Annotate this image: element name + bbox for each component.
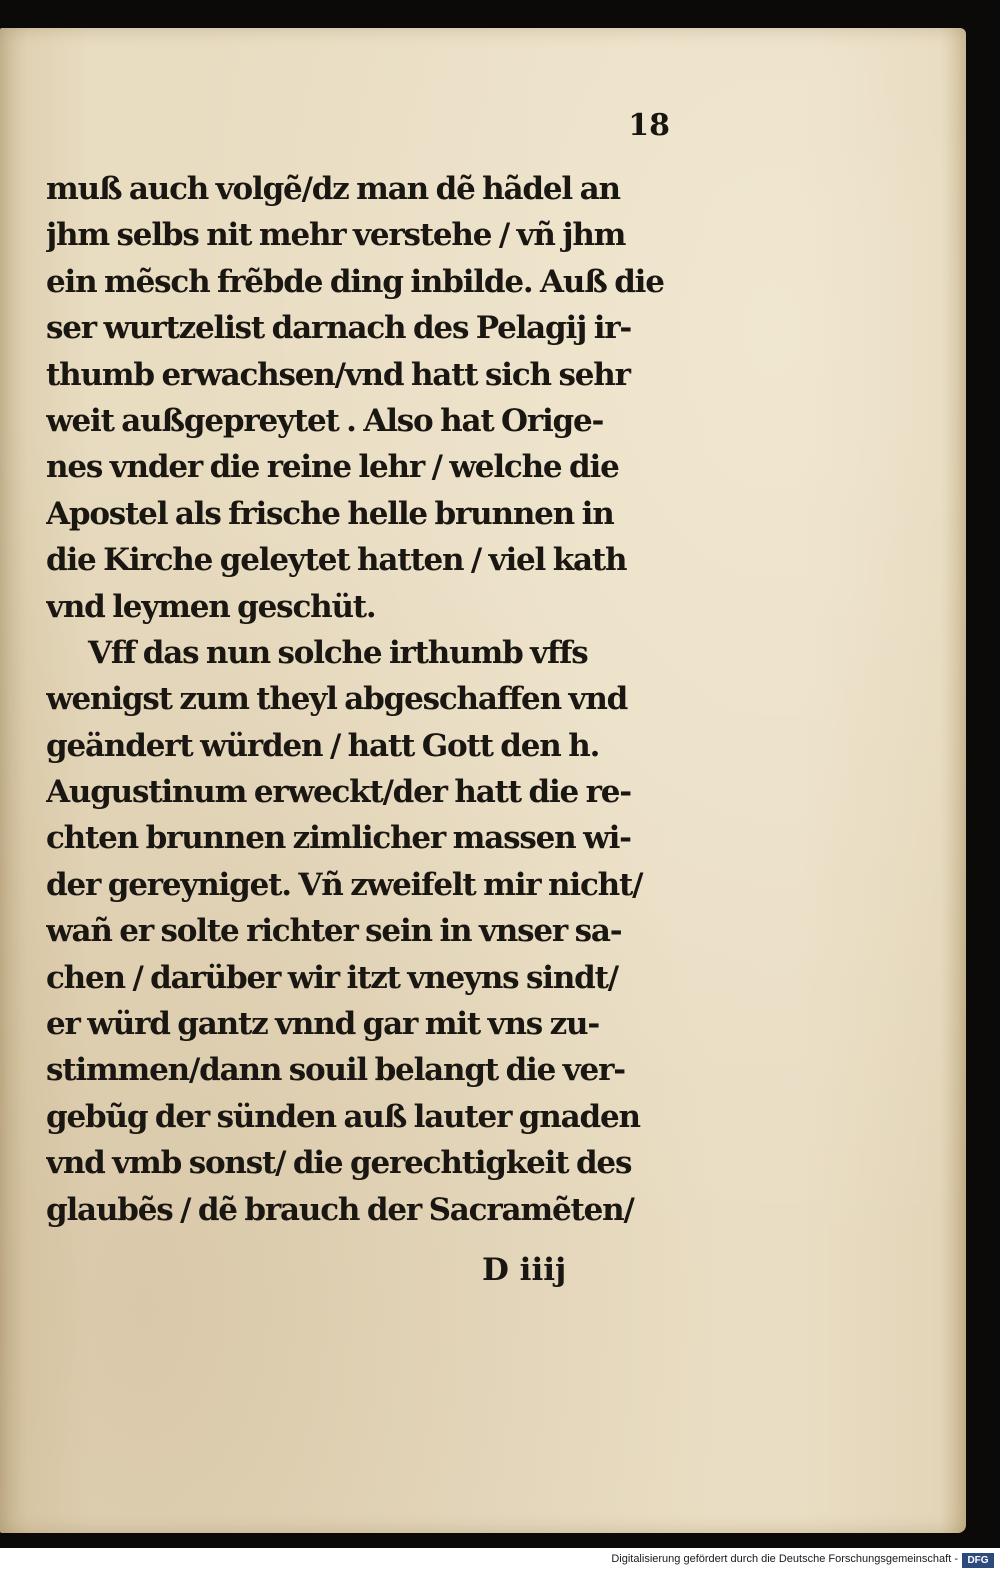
text-line: vnd vmb sonst/ die gerechtigkeit des: [46, 1145, 632, 1182]
signature-mark: D iiij: [482, 1252, 567, 1288]
text-line: ein mẽsch frẽbde ding inbilde. Auß die: [46, 263, 664, 300]
text-line: Vff das nun solche irthumb vffs: [88, 634, 588, 671]
text-line: die Kirche geleytet hatten / viel kath: [46, 542, 627, 579]
text-line: Augustinum erweckt/der hatt die re-: [46, 774, 631, 811]
dfg-logo-icon: DFG: [962, 1553, 994, 1568]
text-line: stimmen/dann souil belangt die ver-: [46, 1052, 625, 1089]
text-line: chen / darüber wir itzt vneyns sindt/: [46, 959, 618, 996]
text-line: chten brunnen zimlicher massen wi-: [46, 820, 631, 857]
text-line: glaubẽs / dẽ brauch der Sacramẽten/: [46, 1191, 634, 1228]
text-line: er würd gantz vnnd gar mit vns zu-: [46, 1006, 600, 1043]
text-line: jhm selbs nit mehr verstehe / vñ jhm: [46, 217, 626, 254]
footer-bar: [0, 1548, 1000, 1573]
text-line: wenigst zum theyl abgeschaffen vnd: [46, 681, 628, 718]
text-line: nes vnder die reine lehr / welche die: [46, 449, 619, 486]
text-line: thumb erwachsen/vnd hatt sich sehr: [46, 356, 630, 393]
book-page: [0, 28, 966, 1533]
text-line: der gereyniget. Vñ zweifelt mir nicht/: [46, 866, 643, 903]
text-line: ser wurtzelist darnach des Pelagij ir-: [46, 310, 632, 347]
text-line: geändert würden / hatt Gott den h.: [46, 727, 600, 764]
folio-number: 18: [628, 108, 670, 143]
text-line: wañ er solte richter sein in vnser sa-: [46, 913, 622, 950]
text-block: [46, 166, 706, 1233]
text-line: muß auch volgẽ/dz man dẽ hãdel an: [46, 171, 620, 207]
text-line: vnd leymen geschüt.: [46, 588, 376, 625]
text-line: weit außgepreytet . Also hat Orige-: [46, 402, 604, 439]
text-line: Apostel als frische helle brunnen in: [46, 495, 614, 532]
funding-credit: Digitalisierung gefördert durch die Deutsche Forschungsgemeinschaft -: [611, 1553, 958, 1565]
text-line: gebũg der sünden auß lauter gnaden: [46, 1098, 640, 1135]
